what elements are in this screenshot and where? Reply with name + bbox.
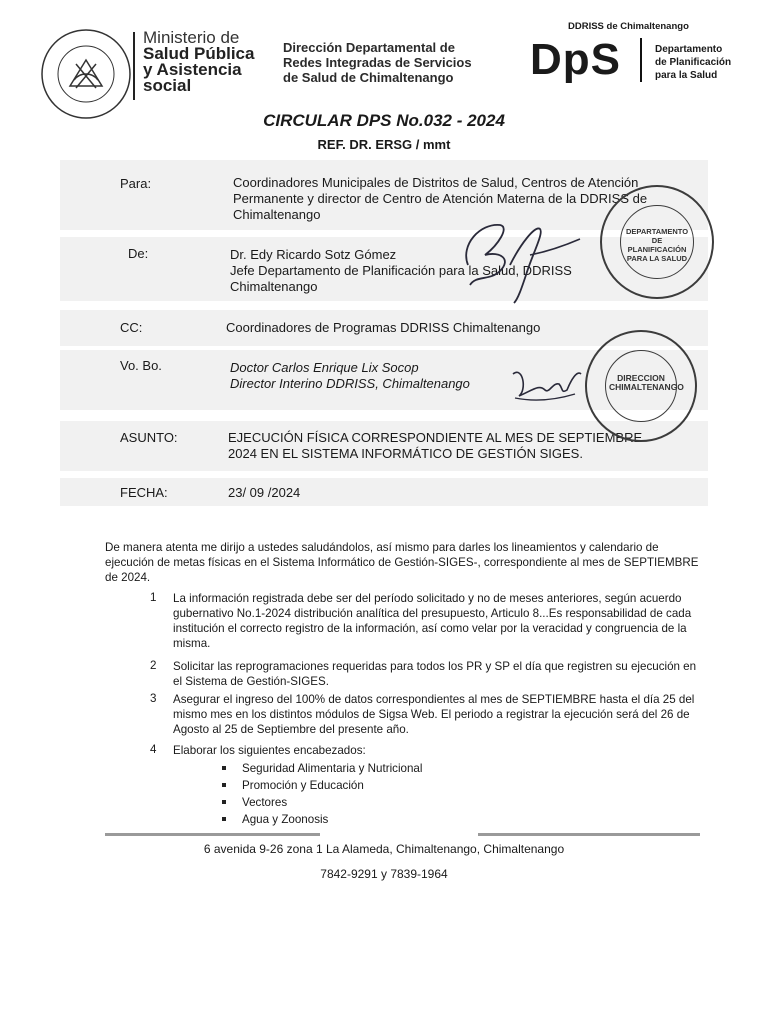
ministry-line-1: Ministerio de xyxy=(143,28,240,47)
stamp2-center-text: DIRECCION CHIMALTENANGO xyxy=(609,373,684,392)
para-label: Para: xyxy=(120,176,152,191)
footer-rule-right xyxy=(478,833,700,836)
vobo-line-1: Doctor Carlos Enrique Lix Socop xyxy=(230,360,419,375)
dps-sub-line-3: para la Salud xyxy=(655,70,718,81)
item-3-number: 3 xyxy=(150,692,157,705)
dps-sub-line-1: Departamento xyxy=(655,44,723,55)
de-line-3: Chimaltenango xyxy=(230,279,318,294)
list-item: Vectores xyxy=(222,794,422,811)
fecha-value: 23/ 09 /2024 xyxy=(228,485,301,500)
stamp1-center-text: DEPARTAMENTO DE PLANIFICACIÓN PARA LA SALUD xyxy=(626,227,689,263)
director-stamp xyxy=(585,330,697,442)
intro-paragraph: De manera atenta me dirijo a ustedes saludándolos, así mismo para darles los lineamientos y calendario de ejecución de metas físicas en el Sistema Informático de Gestión-SIGES-, correspondiente al mes de SEPTIEMBRE de 2024. xyxy=(105,541,699,584)
ddriss-label: DDRISS de Chimaltenango xyxy=(568,21,689,32)
footer-phone: 7842-9291 y 7839-1964 xyxy=(320,867,448,881)
direction-line-3: de Salud de Chimaltenango xyxy=(283,70,454,85)
ministry-name xyxy=(143,30,254,94)
circular-title: CIRCULAR DPS No.032 - 2024 xyxy=(263,111,505,130)
dps-logo: DpS xyxy=(530,35,621,84)
cc-label: CC: xyxy=(120,320,143,335)
ministry-line-2: Salud Pública xyxy=(143,44,255,63)
footer-address: 6 avenida 9-26 zona 1 La Alameda, Chimaltenango, Chimaltenango xyxy=(203,842,565,856)
signature-de xyxy=(440,215,590,310)
guatemala-seal xyxy=(40,28,132,120)
asunto-value xyxy=(228,430,642,462)
header-divider xyxy=(133,32,135,100)
de-line-1: Dr. Edy Ricardo Sotz Gómez xyxy=(230,247,397,262)
headers-list xyxy=(222,760,422,828)
dps-sub-line-2: de Planificación xyxy=(655,57,732,68)
direction-name xyxy=(283,40,472,85)
planning-dept-stamp xyxy=(600,185,714,299)
de-label: De: xyxy=(128,246,149,261)
list-item: Seguridad Alimentaria y Nutricional xyxy=(222,760,422,777)
item-4-number: 4 xyxy=(150,743,157,756)
item-2-text: Solicitar las reprogramaciones requeridas para todos los PR y SP el día que registren su ejecución en el Sistema de Gestión-SIGES. xyxy=(173,660,697,688)
list-item: Agua y Zoonosis xyxy=(222,811,422,828)
footer-rule-left xyxy=(105,833,320,836)
fecha-label: FECHA: xyxy=(120,485,168,500)
dps-subtitle xyxy=(655,43,731,82)
item-2-number: 2 xyxy=(150,659,157,672)
vobo-label: Vo. Bo. xyxy=(120,358,162,373)
list-item: Promoción y Educación xyxy=(222,777,422,794)
cc-value: Coordinadores de Programas DDRISS Chimaltenango xyxy=(226,320,541,335)
asunto-line-2: 2024 EN EL SISTEMA INFORMÁTICO DE GESTIÓN SIGES. xyxy=(228,446,583,461)
reference: REF. DR. ERSG / mmt xyxy=(317,137,451,152)
signature-vobo xyxy=(505,360,585,410)
direction-line-1: Dirección Departamental de xyxy=(283,40,455,55)
ministry-line-3: y Asistencia xyxy=(143,60,242,79)
asunto-label: ASUNTO: xyxy=(120,430,178,445)
dps-divider xyxy=(640,38,642,82)
item-1-text: La información registrada debe ser del período solicitado y no de meses anteriores, según acuerdo gubernativo No.1-2024 distribución analítica del presupuesto, Articulo 8...Es responsabilidad de cada institución el correcto registro de la información, así como velar por la veracidad y congruencia de la misma. xyxy=(173,592,692,650)
direction-line-2: Redes Integradas de Servicios xyxy=(283,55,472,70)
item-4-text: Elaborar los siguientes encabezados: xyxy=(173,744,366,757)
item-1-number: 1 xyxy=(150,591,157,604)
vobo-line-2: Director Interino DDRISS, Chimaltenango xyxy=(230,376,470,391)
ministry-line-4: social xyxy=(143,76,192,95)
item-3-text: Asegurar el ingreso del 100% de datos correspondientes al mes de SEPTIEMBRE hasta el día 25 del mismo mes en los distintos módulos de Sigsa Web. El periodo a registrar la ejecución será del 26 de Agosto al 25 de Septiembre del presente año. xyxy=(173,693,695,736)
vobo-value xyxy=(230,360,470,392)
para-value: Coordinadores Municipales de Distritos de Salud, Centros de Atención Permanente y director de Centro de Atención Materna de la DDRISS de Chimaltenango xyxy=(233,175,648,222)
de-line-2: Jefe Departamento de Planificación para la Salud, DDRISS xyxy=(230,263,572,278)
asunto-line-1: EJECUCIÓN FÍSICA CORRESPONDIENTE AL MES DE SEPTIEMBRE xyxy=(228,430,643,445)
